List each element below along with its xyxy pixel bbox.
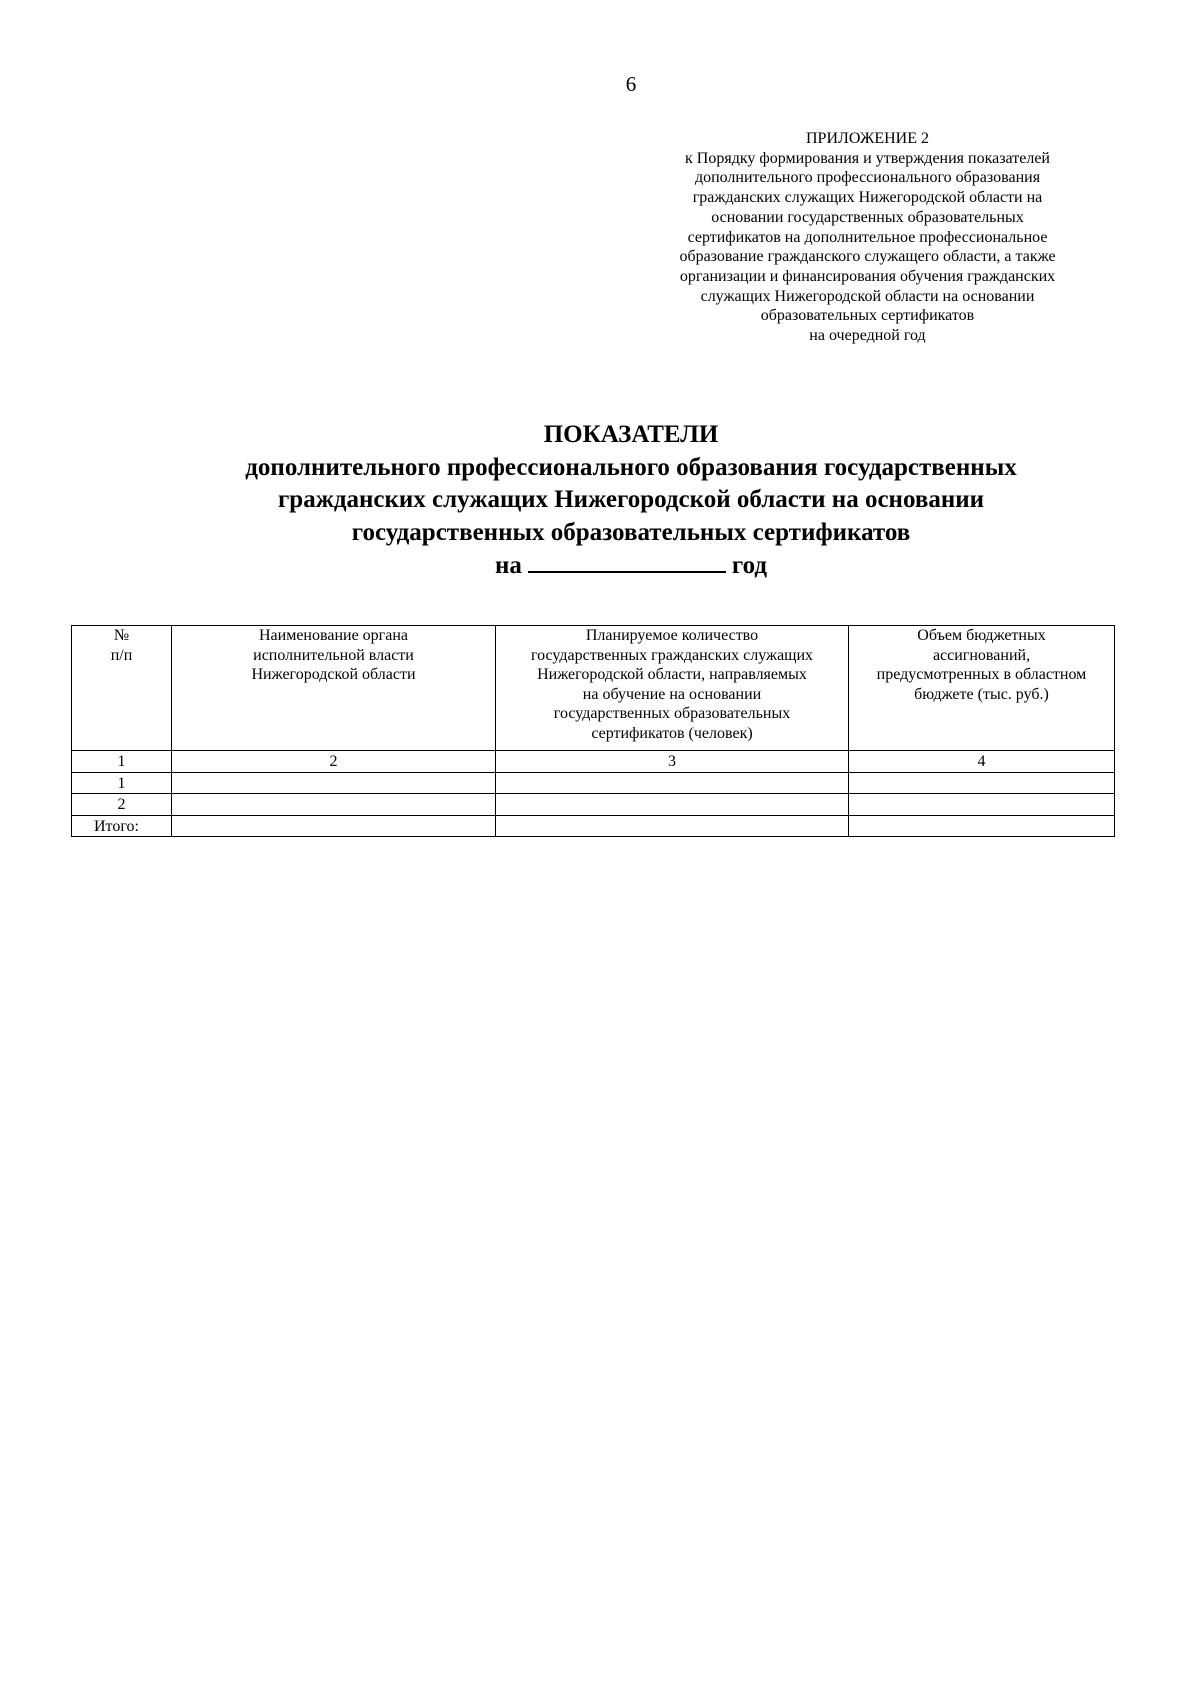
annex-heading: ПРИЛОЖЕНИЕ 2 xyxy=(805,130,929,147)
table-row xyxy=(72,794,1115,816)
header-text: Наименование органа xyxy=(258,627,408,644)
header-text: государственных гражданских служащих xyxy=(530,646,814,664)
document-title xyxy=(0,419,1200,583)
annex-line: организации и финансирования обучения гражданских xyxy=(679,267,1056,285)
header-text: Нижегородской области, направляемых xyxy=(537,666,807,683)
column-numbers-row xyxy=(72,751,1115,773)
table-cell[interactable] xyxy=(496,794,849,816)
table-header-row xyxy=(72,626,1115,751)
annex-line: на очередной год xyxy=(809,327,926,345)
title-line: государственных образовательных сертификатов xyxy=(351,518,911,546)
table-cell[interactable] xyxy=(849,772,1115,794)
column-number: 3 xyxy=(496,751,849,773)
annex-line: дополнительного профессионального образования xyxy=(694,169,1041,187)
table-cell[interactable] xyxy=(496,772,849,794)
year-line xyxy=(0,549,1200,583)
header-text: п/п xyxy=(110,646,133,664)
row-number: 1 xyxy=(72,772,172,794)
header-text: Объем бюджетных xyxy=(917,627,1046,644)
column-number: 1 xyxy=(72,751,172,773)
year-prefix: на xyxy=(494,552,522,579)
header-authority-name xyxy=(172,626,496,751)
year-suffix: год xyxy=(731,552,768,579)
header-text: Нижегородской области xyxy=(251,666,416,683)
annex-line: к Порядку формирования и утверждения показателей xyxy=(685,149,1050,167)
year-blank-field[interactable] xyxy=(528,549,726,573)
title-line: гражданских служащих Нижегородской области на основании xyxy=(277,486,985,513)
header-text: бюджете (тыс. руб.) xyxy=(914,685,1049,703)
page-number: 6 xyxy=(625,72,637,96)
annex-line: основании государственных образовательных xyxy=(711,208,1024,226)
indicators-table xyxy=(71,625,1115,837)
table-cell[interactable] xyxy=(849,815,1115,837)
header-text: предусмотренных в областном xyxy=(876,666,1087,683)
annex-header xyxy=(640,129,1095,346)
table-cell[interactable] xyxy=(496,815,849,837)
header-planned-count xyxy=(496,626,849,751)
header-text: сертификатов (человек) xyxy=(591,724,753,742)
table-cell[interactable] xyxy=(172,772,496,794)
annex-line: служащих Нижегородской области на основании xyxy=(700,287,1035,305)
header-text: Планируемое количество xyxy=(585,627,759,644)
title-line: дополнительного профессионального образования государственных xyxy=(245,453,1017,481)
annex-line: гражданских служащих Нижегородской области на xyxy=(692,189,1043,207)
title-heading: ПОКАЗАТЕЛИ xyxy=(543,421,719,448)
annex-line: образование гражданского служащего области, а также xyxy=(679,248,1056,266)
header-number xyxy=(72,626,172,751)
table-row xyxy=(72,772,1115,794)
header-text: государственных образовательных xyxy=(553,705,791,722)
header-text: на обучение на основании xyxy=(582,685,762,703)
total-label: Итого: xyxy=(72,815,172,837)
annex-line: сертификатов на дополнительное профессиональное xyxy=(687,228,1048,246)
annex-line: образовательных сертификатов xyxy=(760,307,975,325)
table-cell[interactable] xyxy=(849,794,1115,816)
header-text: ассигнований, xyxy=(932,646,1031,664)
header-budget-volume xyxy=(849,626,1115,751)
table-cell[interactable] xyxy=(172,794,496,816)
column-number: 4 xyxy=(849,751,1115,773)
table-cell[interactable] xyxy=(172,815,496,837)
header-text: исполнительной власти xyxy=(253,646,414,664)
column-number: 2 xyxy=(172,751,496,773)
row-number: 2 xyxy=(72,794,172,816)
total-row xyxy=(72,815,1115,837)
header-text: № xyxy=(113,627,130,644)
